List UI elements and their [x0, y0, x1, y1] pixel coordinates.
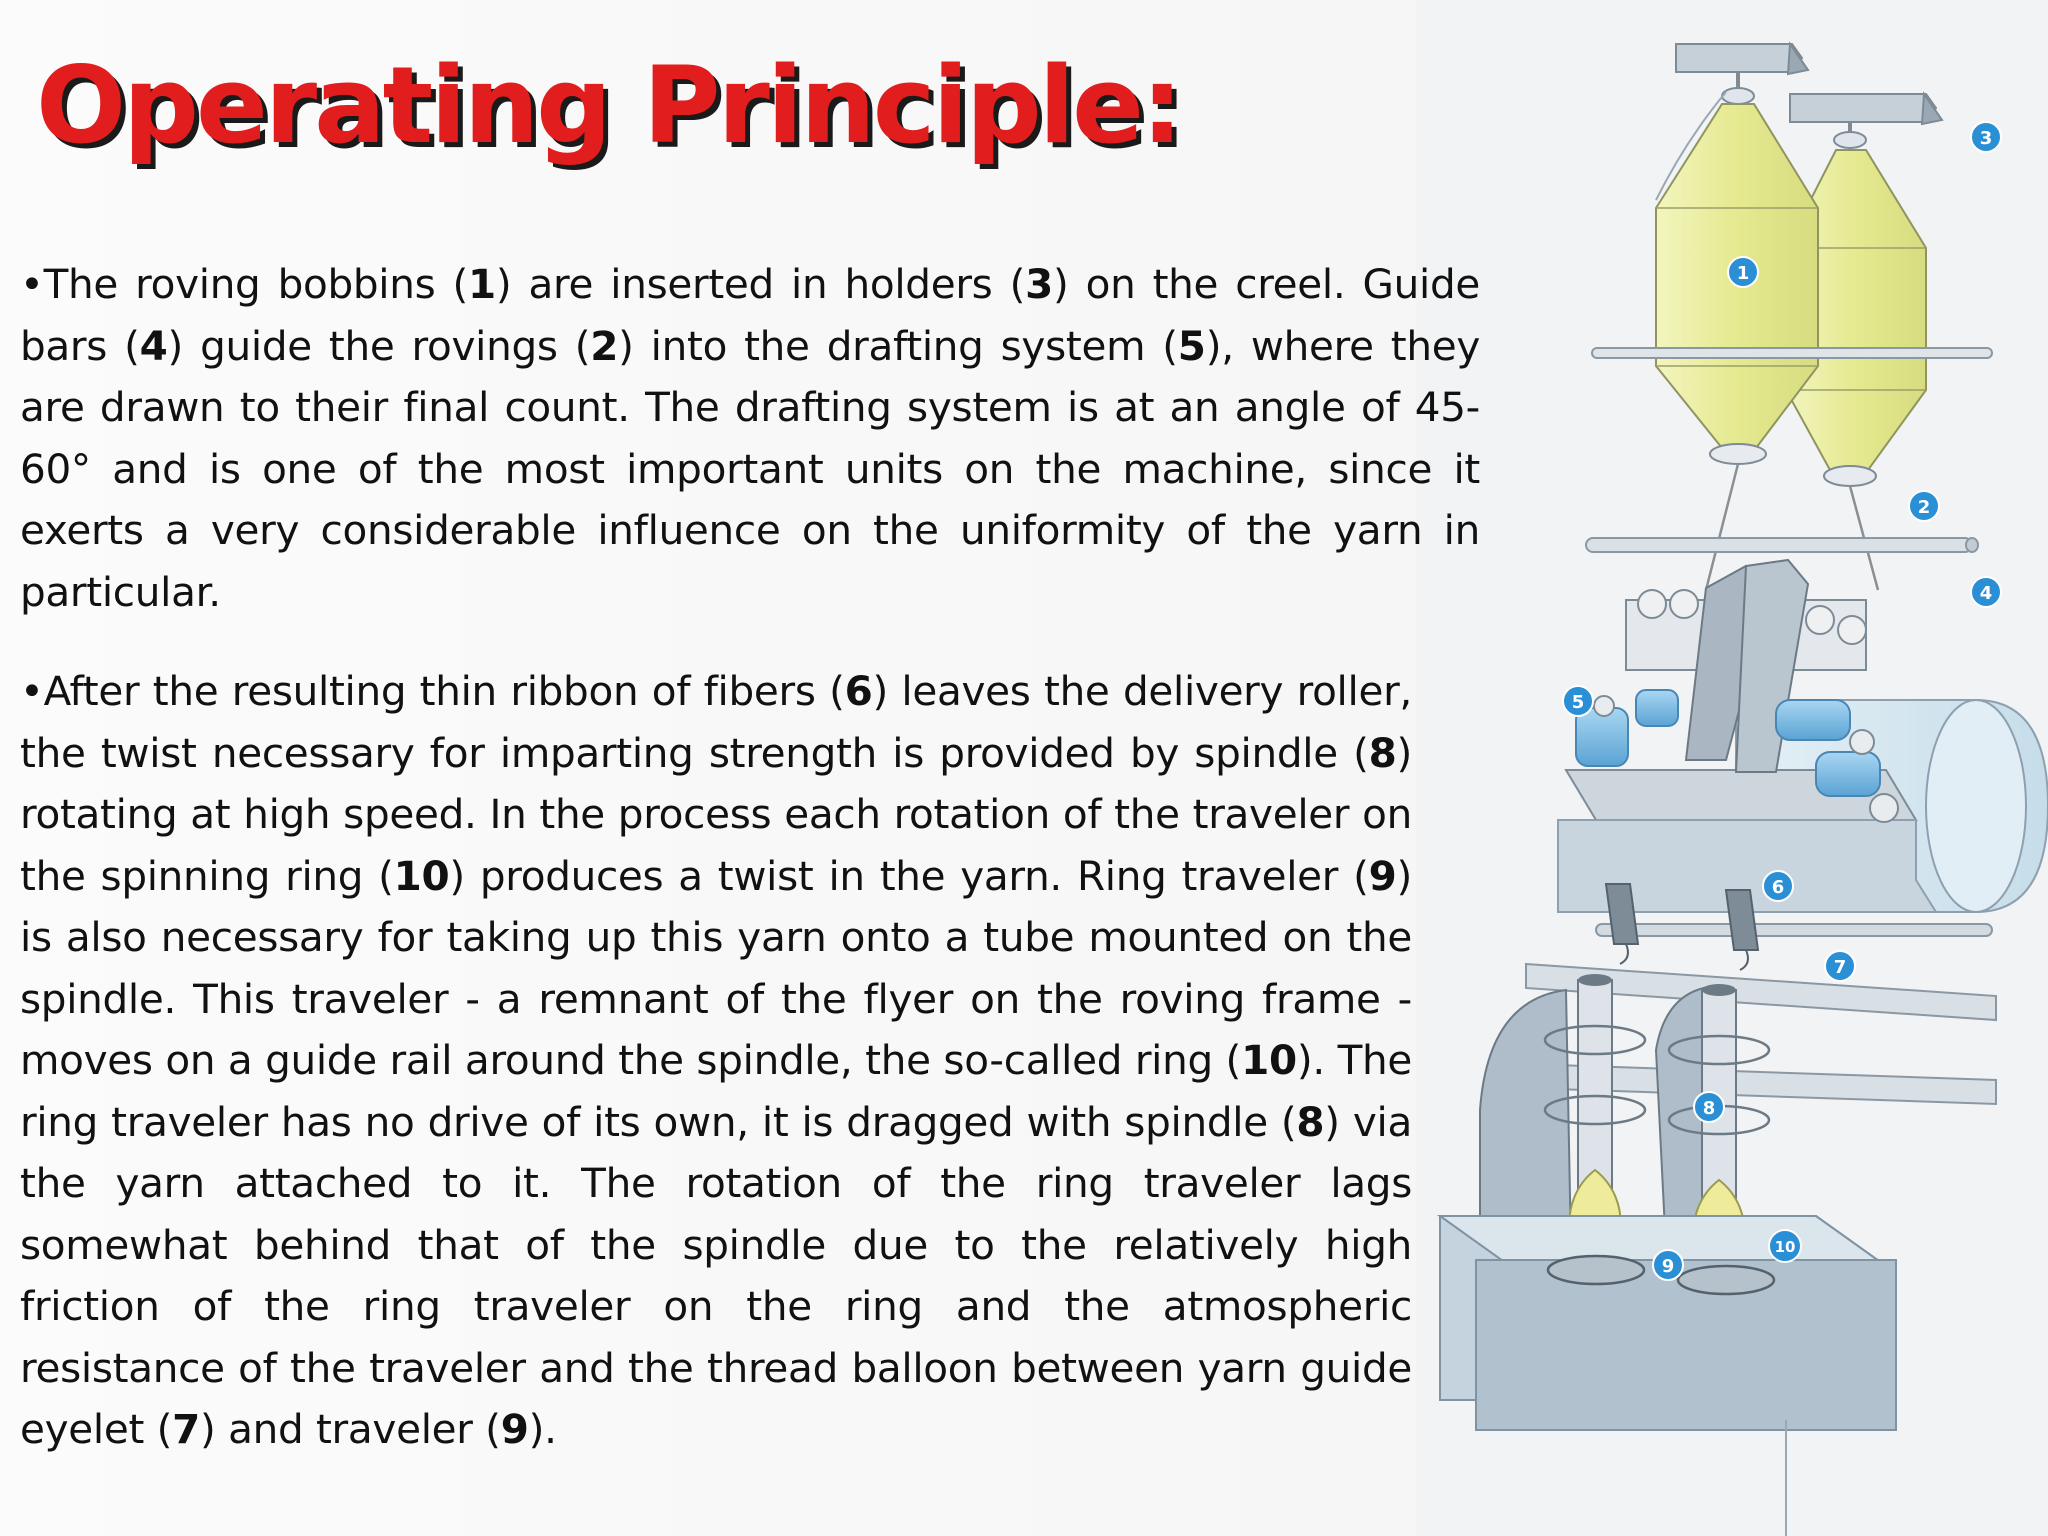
svg-text:8: 8 [1702, 1098, 1716, 1119]
guide-bar-icon [1586, 538, 1978, 552]
marker-10 [1769, 1230, 1801, 1262]
paragraph-creel-drafting [20, 254, 1480, 623]
reference-number: 1 [468, 260, 496, 308]
reference-number: 10 [1241, 1036, 1297, 1084]
paragraph-text: ) produces a twist in the yarn. Ring traveler ( [449, 851, 1369, 900]
reference-number: 3 [1025, 260, 1053, 308]
svg-text:7: 7 [1833, 957, 1847, 978]
paragraph-text: ) is also necessary for taking up this yarn onto a tube mounted on the spindle. This traveler - a remnant of the flyer on the roving frame - moves on a guide rail around the spindle, the so-called ring ( [20, 851, 1412, 1084]
svg-text:6: 6 [1771, 877, 1785, 898]
svg-text:4: 4 [1979, 583, 1993, 604]
paragraph-text: ) are inserted in holders ( [495, 260, 1026, 308]
svg-text:1: 1 [1736, 263, 1750, 284]
svg-text:3: 3 [1979, 128, 1993, 149]
paragraph-text: ) leaves the delivery roller, the twist necessary for imparting strength is provided by spindle ( [20, 667, 1412, 777]
reference-number: 9 [500, 1405, 529, 1453]
paragraph-text: ). [528, 1405, 557, 1453]
reference-number: 8 [1296, 1097, 1325, 1146]
svg-text:5: 5 [1571, 692, 1585, 713]
marker-8 [1694, 1092, 1724, 1122]
reference-number: 4 [139, 321, 168, 370]
paragraph-text: ). The ring traveler has no drive of its own, it is dragged with spindle ( [20, 1036, 1412, 1146]
paragraph-text: ) guide the rovings ( [167, 321, 591, 370]
svg-text:10: 10 [1774, 1238, 1796, 1256]
paragraph-text: •The roving bobbins ( [20, 260, 469, 308]
paragraph-text: ) rotating at high speed. In the process each rotation of the traveler on the spinning ring ( [20, 728, 1412, 900]
marker-3 [1971, 122, 2001, 152]
slide-title: Operating Principle: [36, 44, 1181, 167]
marker-7 [1825, 951, 1855, 981]
reference-number: 6 [844, 667, 873, 715]
marker-2 [1909, 491, 1939, 521]
paragraph-text: ) and traveler ( [200, 1405, 501, 1453]
paragraph-text: ) into the drafting system ( [618, 321, 1178, 370]
creel-rod-icon [1592, 348, 1992, 358]
paragraph-text: •After the resulting thin ribbon of fibers ( [20, 667, 845, 715]
marker-9 [1653, 1250, 1683, 1280]
marker-1 [1728, 257, 1758, 287]
paragraph-text: ), where they are drawn to their final count. The drafting system is at an angle of 45-60° and is one of the most important units on the machine, since it exerts a very considerable influence on the uniformity of the yarn in particular. [20, 321, 1480, 616]
reference-number: 9 [1368, 851, 1397, 900]
svg-text:9: 9 [1661, 1256, 1675, 1277]
reference-number: 7 [172, 1405, 201, 1453]
reference-number: 2 [590, 321, 619, 370]
drafting-system-icon [1566, 560, 1916, 820]
ring-spinning-diagram [1416, 0, 2048, 1536]
reference-number: 10 [393, 851, 450, 900]
svg-text:2: 2 [1917, 497, 1931, 518]
paragraph-spindle-ring [20, 661, 1412, 1461]
marker-6 [1763, 871, 1793, 901]
marker-5 [1563, 686, 1593, 716]
reference-number: 5 [1177, 321, 1206, 370]
marker-4 [1971, 577, 2001, 607]
paragraph-text: ) via the yarn attached to it. The rotation of the ring traveler lags somewhat behind that of the spindle due to the relatively high friction of the ring traveler on the ring and the atmospheric resistance of the traveler and the thread balloon between yarn guide eyelet ( [20, 1097, 1412, 1453]
paragraph-text: ) on the creel. Guide bars ( [20, 260, 1480, 370]
reference-number: 8 [1368, 728, 1397, 777]
